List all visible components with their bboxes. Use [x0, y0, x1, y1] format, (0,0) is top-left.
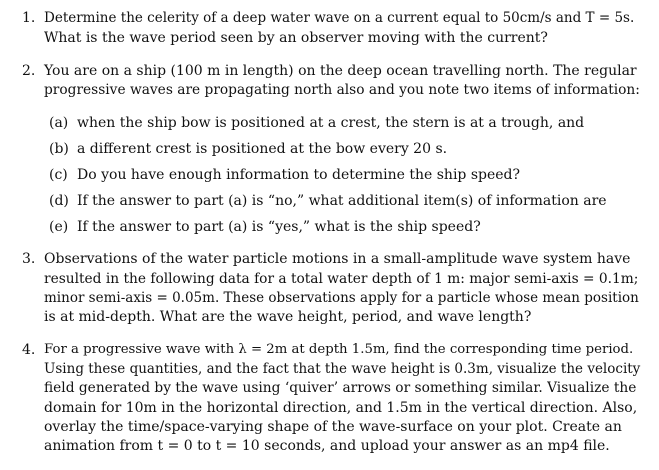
- problem-4-line-5: overlay the time/space-varying shape of the wave-surface on your plot. Create an: [44, 419, 622, 435]
- problem-1-number: 1.: [22, 10, 36, 26]
- part-label: (b): [49, 141, 69, 157]
- problem-4-line-2: Using these quantities, and the fact that the wave height is 0.3m, visualize the velocity: [44, 361, 641, 377]
- problem-3-line-2: resulted in the following data for a total water depth of 1 m: major semi-axis = 0.1m;: [44, 271, 639, 287]
- part-text: Do you have enough information to determine the ship speed?: [77, 167, 521, 183]
- problem-3-line-3: minor semi-axis = 0.05m. These observations apply for a particle whose mean position: [44, 290, 639, 306]
- part-text: when the ship bow is positioned at a crest, the stern is at a trough, and: [77, 115, 585, 131]
- problem-4-number: 4.: [22, 342, 36, 358]
- problem-2-line-2: progressive waves are propagating north also and you note two items of information:: [44, 82, 640, 98]
- problem-2-part-d: [49, 192, 607, 210]
- part-text: If the answer to part (a) is “no,” what additional item(s) of information are: [77, 193, 607, 209]
- problem-2-number: 2.: [22, 63, 36, 79]
- problem-4-line-1: For a progressive wave with λ = 2m at depth 1.5m, find the corresponding time period.: [44, 342, 634, 357]
- problem-3-line-1: Observations of the water particle motions in a small-amplitude wave system have: [44, 251, 631, 267]
- problem-1-line-1: Determine the celerity of a deep water wave on a current equal to 50cm/s and T = 5s.: [44, 10, 635, 26]
- problem-3-number: 3.: [22, 251, 36, 267]
- problem-2-part-c: [49, 166, 520, 184]
- problem-4-line-4: domain for 10m in the horizontal direction, and 1.5m in the vertical direction. Also,: [44, 400, 638, 416]
- part-label: (a): [49, 115, 69, 131]
- problem-3-line-4: is at mid-depth. What are the wave height, period, and wave length?: [44, 309, 532, 325]
- part-label: (d): [49, 193, 69, 209]
- problem-1-line-2: What is the wave period seen by an observer moving with the current?: [44, 30, 548, 46]
- problem-4-line-6: animation from t = 0 to t = 10 seconds, and upload your answer as an mp4 file.: [44, 438, 610, 454]
- problem-2-part-b: [49, 140, 447, 158]
- part-label: (e): [49, 219, 69, 235]
- part-text: a different crest is positioned at the bow every 20 s.: [77, 141, 448, 157]
- part-text: If the answer to part (a) is “yes,” what is the ship speed?: [77, 219, 481, 235]
- problem-2-line-1: You are on a ship (100 m in length) on the deep ocean travelling north. The regular: [44, 63, 637, 79]
- part-label: (c): [49, 167, 68, 183]
- problem-2-part-e: [49, 218, 481, 236]
- problem-4-line-3: field generated by the wave using ‘quiver’ arrows or something similar. Visualize the: [44, 380, 637, 396]
- problem-2-part-a: [49, 114, 584, 132]
